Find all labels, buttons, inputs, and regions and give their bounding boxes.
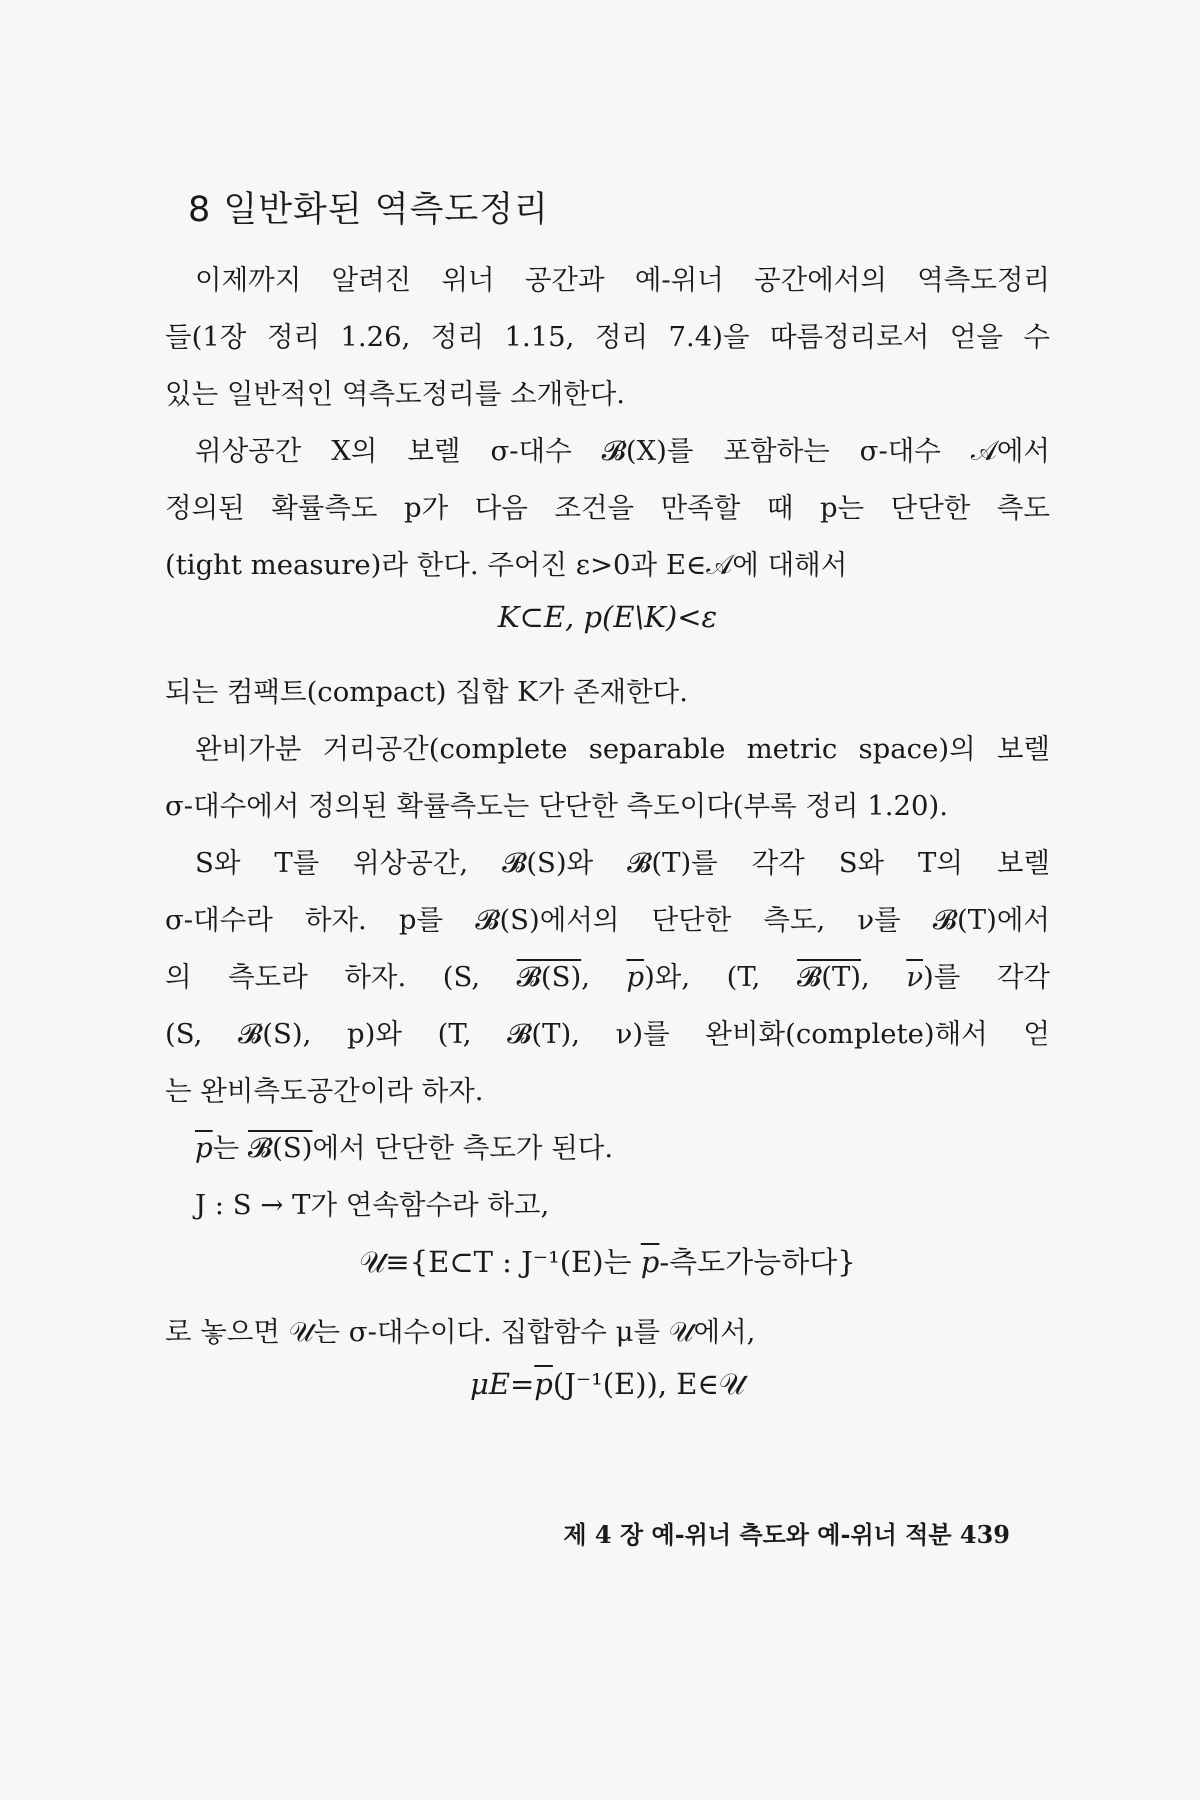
setup-text: 의 측도라 하자. (S,: [165, 961, 517, 993]
setup-line-4: (S, 𝓑(S), p)와 (T, 𝓑(T), ν)를 완비화(complete)해서 얻: [165, 1018, 1050, 1050]
measure-definition: [165, 1367, 1050, 1402]
completed-p: $\overline{p}$: [195, 1132, 213, 1164]
eq-text: μE=: [469, 1367, 535, 1401]
intro-line-2: 들(1장 정리 1.26, 정리 1.15, 정리 7.4)을 따름정리로서 얻을 수: [165, 321, 1050, 353]
tight-line-2: 정의된 확률측도 p가 다음 조건을 만족할 때 p는 단단한 측도: [165, 492, 1050, 524]
claim-text: 는: [212, 1132, 248, 1164]
tight-line-1: 위상공간 X의 보렐 σ-대수 𝓑(X)를 포함하는 σ-대수 𝒜에서: [195, 435, 1050, 467]
page-footer: 제 4 장 예-위너 측도와 예-위너 적분 439: [563, 1520, 1010, 1549]
completed-p: $\overline{p}$: [626, 961, 645, 993]
claim-text: 에서 단단한 측도가 된다.: [312, 1132, 614, 1164]
setup-line-5: 는 완비측도공간이라 하자.: [165, 1075, 484, 1107]
intro-line-3: 있는 일반적인 역측도정리를 소개한다.: [165, 378, 626, 410]
completed-borel-s: 𝓑(S): [247, 1132, 313, 1164]
tight-line-3: (tight measure)라 한다. 주어진 ε>0과 E∈𝒜에 대해서: [165, 549, 848, 581]
tight-condition-equation: K⊂E, p(E\K)<ε: [497, 600, 718, 634]
setup-text: )와, (T,: [644, 961, 797, 993]
eq-text: (J⁻¹(E)), E∈𝒰: [552, 1367, 746, 1401]
setup-line-2: σ-대수라 하자. p를 𝓑(S)에서의 단단한 측도, ν를 𝓑(T)에서: [165, 904, 1050, 936]
completed-p: $\overline{p}$: [534, 1367, 553, 1401]
completed-borel-s: 𝓑(S): [516, 961, 582, 993]
tight-line-4: 되는 컴팩트(compact) 집합 K가 존재한다.: [165, 676, 688, 708]
completed-borel-t: 𝓑(T): [796, 961, 862, 993]
setup-line-1: S와 T를 위상공간, 𝓑(S)와 𝓑(T)를 각각 S와 T의 보렐: [195, 847, 1050, 879]
setup-text: ,: [861, 961, 907, 993]
claim-line: [165, 1120, 1050, 1177]
mapping-line-1: J : S → T가 연속함수라 하고,: [195, 1189, 550, 1221]
intro-line-1: 이제까지 알려진 위너 공간과 예-위너 공간에서의 역측도정리: [195, 264, 1050, 296]
mapping-line-2: 로 놓으면 𝒰는 σ-대수이다. 집합함수 μ를 𝒰에서,: [165, 1316, 756, 1348]
eq-text: -측도가능하다}: [659, 1245, 856, 1279]
completed-nu: $\overline{\nu}$: [906, 961, 924, 993]
section-title: 8 일반화된 역측도정리: [188, 190, 549, 230]
polish-line-1: 완비가분 거리공간(complete separable metric space)의 보렐: [195, 733, 1050, 765]
setup-text: )를 각각: [923, 961, 1050, 993]
polish-line-2: σ-대수에서 정의된 확률측도는 단단한 측도이다(부록 정리 1.20).: [165, 790, 948, 822]
completed-p: $\overline{p}$: [640, 1245, 660, 1279]
eq-text: 𝒰≡{E⊂T : J⁻¹(E)는: [359, 1245, 641, 1279]
setup-line-3: [165, 949, 1050, 1006]
setup-text: ,: [581, 961, 627, 993]
sigma-algebra-definition: [165, 1240, 1050, 1281]
